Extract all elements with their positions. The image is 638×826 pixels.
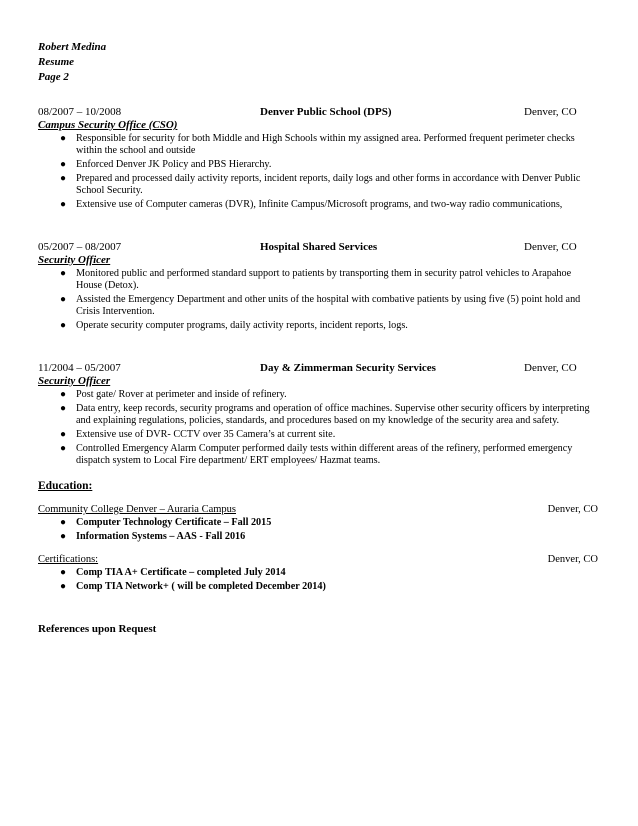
bullet-icon: ● (60, 173, 67, 184)
list-item: ● Prepared and processed daily activity reports, incident reports, daily logs and other forms in accordance with Denver Public School Security. (60, 173, 581, 196)
bullet-icon: ● (60, 403, 67, 414)
references-note: References upon Request (38, 623, 157, 635)
school-location: Denver, CO (547, 504, 598, 515)
job-title: Campus Security Office (CSO) (38, 119, 178, 131)
bullet-icon: ● (60, 294, 67, 305)
list-item: ● Enforced Denver JK Policy and PBS Hierarchy. (60, 159, 272, 170)
list-item: ● Computer Technology Certificate – Fall 2015 (60, 517, 272, 528)
certifications-label: Certifications: (38, 554, 99, 565)
list-item: ● Comp TIA Network+ ( will be completed December 2014) (60, 581, 326, 592)
bullet-icon: ● (60, 389, 67, 400)
job-header (38, 241, 598, 254)
list-item: ● Information Systems – AAS - Fall 2016 (60, 531, 246, 542)
document-label: Resume (38, 56, 75, 68)
job-entry (38, 241, 598, 332)
list-item: ● Responsible for security for both Middle and High Schools within my assigned area. Performed frequent perimeter checks within the school and outside (60, 133, 575, 156)
bullet-icon: ● (60, 320, 67, 331)
certifications-list (38, 567, 598, 593)
job-employer: Denver Public School (DPS) (260, 106, 392, 118)
job-employer: Hospital Shared Services (260, 241, 378, 253)
list-item: ● Extensive use of DVR- CCTV over 35 Camera’s at current site. (60, 429, 336, 440)
job-title: Security Officer (38, 254, 111, 266)
certifications-line (38, 553, 598, 566)
job-dates: 08/2007 – 10/2008 (38, 106, 122, 118)
list-item: ● Controlled Emergency Alarm Computer performed daily tests within different areas of the refinery, performed emergency dispatch system to Local Fire department/ ERT employees/ Hazmat teams. (60, 443, 573, 466)
certifications-location: Denver, CO (547, 554, 598, 565)
job-location: Denver, CO (524, 241, 577, 253)
list-item: ● Monitored public and performed standard support to patients by transporting them in security patrol vehicles to Arapahoe House (Detox). (60, 268, 572, 291)
job-dates: 05/2007 – 08/2007 (38, 241, 122, 253)
bullet-icon: ● (60, 268, 67, 279)
page-label: Page 2 (38, 71, 69, 83)
list-item: ● Comp TIA A+ Certificate – completed July 2014 (60, 567, 286, 578)
bullet-icon: ● (60, 443, 67, 454)
bullet-icon: ● (60, 429, 67, 440)
school-name: Community College Denver – Auraria Campus (38, 504, 237, 515)
education-section (38, 479, 598, 593)
job-title: Security Officer (38, 375, 111, 387)
bullet-icon: ● (60, 133, 67, 144)
resume-page (38, 40, 598, 635)
job-header (38, 106, 598, 119)
bullet-icon: ● (60, 567, 67, 578)
list-item: ● Operate security computer programs, daily activity reports, incident reports, logs. (60, 320, 408, 331)
job-bullets (38, 133, 598, 211)
school-line (38, 503, 598, 516)
bullet-icon: ● (60, 199, 67, 210)
job-bullets (38, 268, 598, 332)
education-list (38, 517, 598, 543)
resume-header (38, 40, 598, 85)
list-item: ● Data entry, keep records, security programs and operation of office machines. Supervise other security officers by interpreting and explaining regulations, policies, standards, and procedures based on my knowledge of the security area and safety. (60, 403, 590, 426)
job-entry (38, 362, 598, 467)
job-header (38, 362, 598, 375)
list-item: ● Post gate/ Rover at perimeter and inside of refinery. (60, 389, 287, 400)
bullet-icon: ● (60, 581, 67, 592)
bullet-icon: ● (60, 517, 67, 528)
job-employer: Day & Zimmerman Security Services (260, 362, 436, 374)
job-location: Denver, CO (524, 362, 577, 374)
job-dates: 11/2004 – 05/2007 (38, 362, 121, 374)
job-bullets (38, 389, 598, 467)
list-item: ● Assisted the Emergency Department and other units of the hospital with combative patients by using five (5) point hold and Crisis Intervention. (60, 294, 581, 317)
bullet-icon: ● (60, 159, 67, 170)
job-location: Denver, CO (524, 106, 577, 118)
job-entry (38, 106, 598, 211)
list-item: ● Extensive use of Computer cameras (DVR), Infinite Campus/Microsoft programs, and two-way radio communications, (60, 199, 563, 210)
candidate-name: Robert Medina (38, 41, 107, 53)
education-title: Education: (38, 480, 93, 492)
bullet-icon: ● (60, 531, 67, 542)
